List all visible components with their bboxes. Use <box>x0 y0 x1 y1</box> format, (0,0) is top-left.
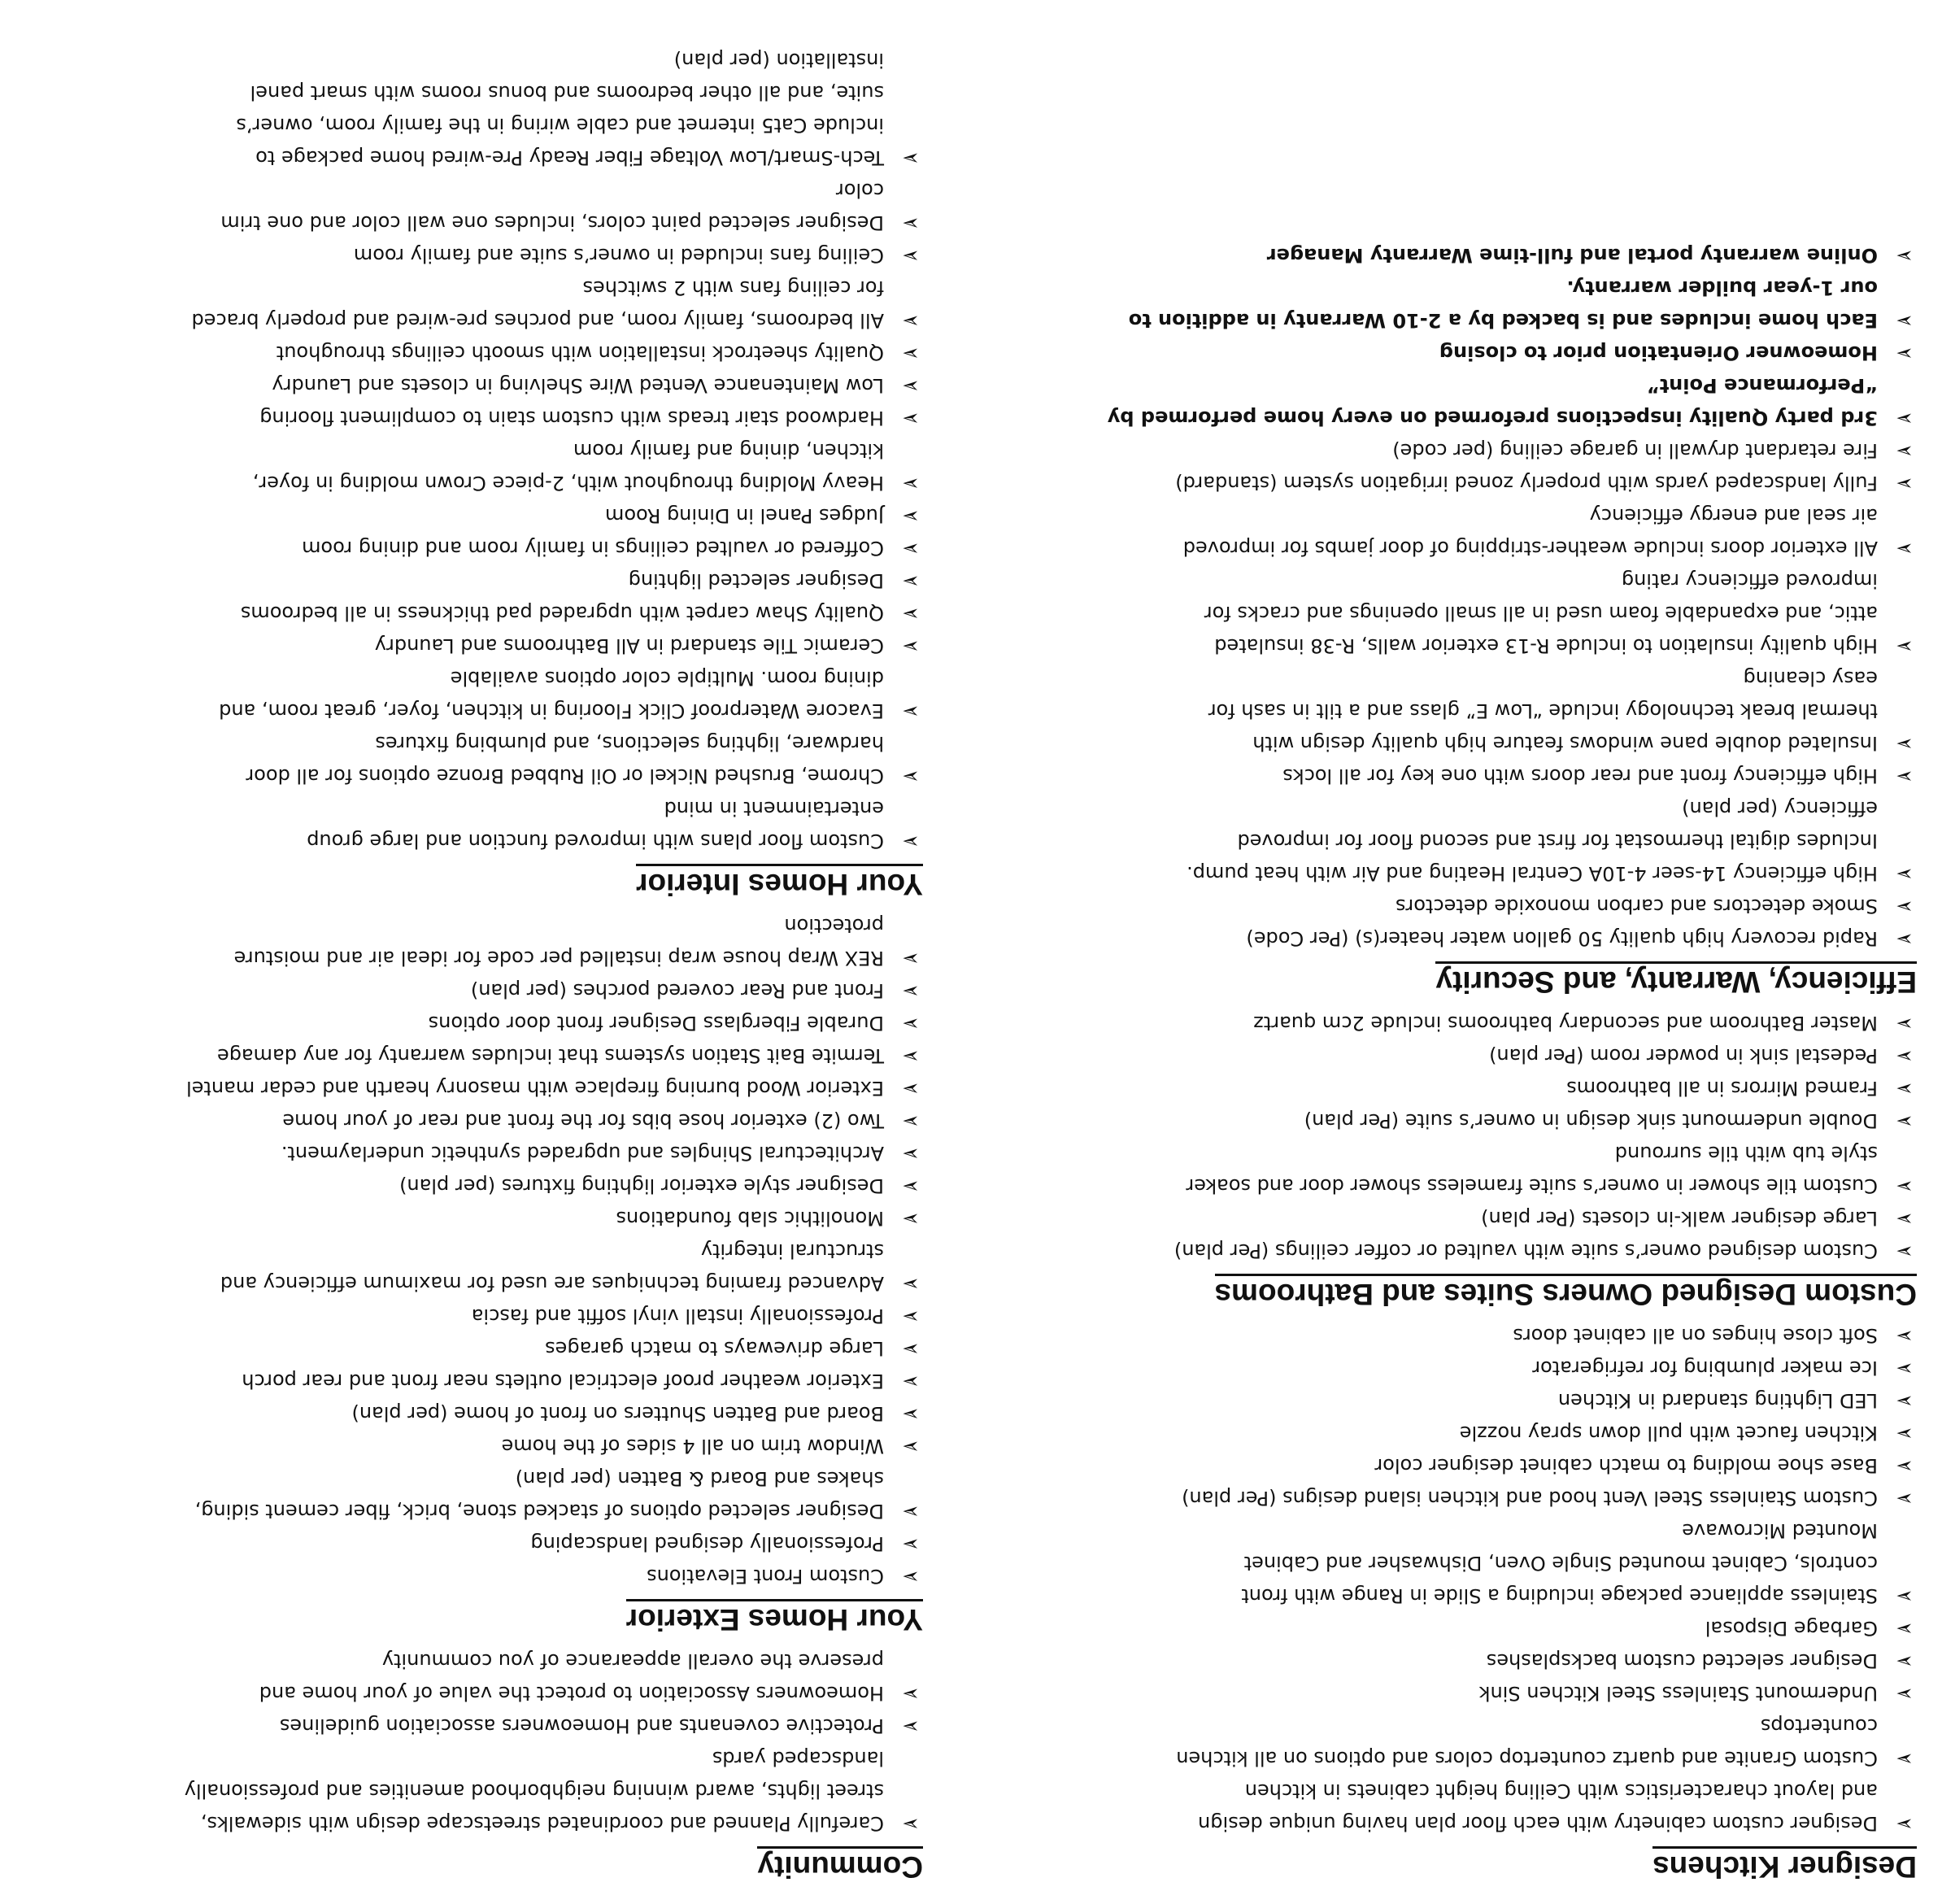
list-item-text: Rapid recovery high quality 50 gallon water heater(s) (Per Code) <box>1246 927 1878 950</box>
list-item <box>12 1170 923 1202</box>
list-item <box>12 1235 923 1300</box>
list-item-text: Each home includes and is backed by a 2-10 Warranty in addition to our 1-year builder warranty. <box>1128 277 1878 332</box>
arrow-bullet-icon: ➢ <box>902 764 920 788</box>
list-item-text: LED Lighting standard in Kitchen <box>1557 1389 1878 1412</box>
list-item <box>12 532 923 564</box>
list-item <box>12 272 923 337</box>
arrow-bullet-icon: ➢ <box>902 1174 920 1198</box>
list-item-text: Custom Stainless Steel Vent hood and kitchen island designs (Per plan) <box>1182 1487 1878 1510</box>
arrow-bullet-icon: ➢ <box>1896 438 1914 463</box>
list-item-text: Smoke detectors and carbon monoxide detectors <box>1395 895 1878 917</box>
arrow-bullet-icon: ➢ <box>1896 1681 1914 1706</box>
arrow-bullet-icon: ➢ <box>1896 731 1914 756</box>
list-item-text: Window trim on all 4 sides of the home <box>501 1435 884 1457</box>
list-item <box>12 909 923 974</box>
list-item <box>12 1039 923 1072</box>
list-item-text: Custom Granite and quartz countertop colors and options on all kitchen countertops <box>1176 1714 1878 1770</box>
arrow-bullet-icon: ➢ <box>902 1811 920 1836</box>
list-item-text: Ceramic Tile standard in All Bathrooms and Laundry <box>374 634 884 657</box>
arrow-bullet-icon: ➢ <box>902 146 920 170</box>
list-item-text: Architectural Shingles and upgraded synthetic underlayment. <box>281 1142 884 1165</box>
list-item <box>1030 434 1917 467</box>
list-item-text: All exterior doors include weather-stripping of door jambs for improved air seal and energy efficiency <box>1182 504 1878 560</box>
section-heading: Your Homes Interior <box>636 864 923 901</box>
list-item <box>1030 467 1917 499</box>
arrow-bullet-icon: ➢ <box>902 406 920 430</box>
list-item <box>1030 1235 1917 1267</box>
arrow-bullet-icon: ➢ <box>1896 894 1914 918</box>
right-column <box>12 36 923 1884</box>
list-item <box>12 369 923 402</box>
list-item <box>12 1202 923 1235</box>
arrow-bullet-icon: ➢ <box>1896 341 1914 365</box>
list-item <box>12 974 923 1007</box>
list-item <box>1030 1710 1917 1775</box>
list-item <box>1030 1417 1917 1449</box>
arrow-bullet-icon: ➢ <box>902 1304 920 1328</box>
list-item-text: Double undermount sink design in owner’s suite (Per plan) <box>1304 1109 1878 1132</box>
list-item-text: Designer selected options of stacked stone, brick, fiber cement siding, shakes and Board & Batten (per plan) <box>194 1467 884 1523</box>
arrow-bullet-icon: ➢ <box>1896 1174 1914 1198</box>
arrow-bullet-icon: ➢ <box>1896 1076 1914 1100</box>
list-item <box>1030 1482 1917 1514</box>
list-item-text: Two (2) exterior hose bibs for the front and rear of your home <box>282 1109 884 1132</box>
arrow-bullet-icon: ➢ <box>1896 1746 1914 1771</box>
list-item <box>1030 1202 1917 1235</box>
list-item <box>1030 1612 1917 1645</box>
list-item <box>1030 1104 1917 1137</box>
arrow-bullet-icon: ➢ <box>902 1564 920 1588</box>
arrow-bullet-icon: ➢ <box>1896 1421 1914 1445</box>
list-item-text: Ceiling fans included in owner’s suite and family room <box>353 244 884 267</box>
list-item <box>12 727 923 792</box>
feature-list <box>1030 434 1917 955</box>
arrow-bullet-icon: ➢ <box>1896 1584 1914 1608</box>
arrow-bullet-icon: ➢ <box>1896 634 1914 658</box>
list-item <box>1030 1514 1917 1612</box>
list-item <box>12 597 923 630</box>
list-item <box>1030 1384 1917 1417</box>
list-item <box>12 434 923 499</box>
list-item-text: Designer selected paint colors, includes one wall color and one trim color <box>220 179 884 234</box>
section-your-homes-interior <box>12 44 923 901</box>
arrow-bullet-icon: ➢ <box>902 829 920 853</box>
list-item-text: Board and Batten Shutters on front of home (per plan) <box>351 1402 884 1425</box>
list-item-text: Exterior weather proof electrical outlets near front and rear porch <box>242 1370 884 1392</box>
list-item-text: Tech-Smart/Low Voltage Fiber Ready Pre-wired home package to include Cat5 internet and cable wiring in the family room, owner’s suite, and all other bedrooms and bonus rooms with smart panel installation (per plan) <box>236 49 884 169</box>
list-item <box>12 1104 923 1137</box>
list-item-text: Carefully Planned and coordinated streetscape design with sidewalks, street lights, award winning neighborhood amenities and professionally landscaped yards <box>184 1747 884 1835</box>
list-item <box>12 1430 923 1462</box>
list-item-text: Large driveways to match garages <box>545 1337 884 1360</box>
arrow-bullet-icon: ➢ <box>1896 308 1914 333</box>
arrow-bullet-icon: ➢ <box>902 471 920 495</box>
arrow-bullet-icon: ➢ <box>902 601 920 625</box>
list-item-text: Chrome, Brushed Nickel or Oil Rubbed Bronze options for all door hardware, lighting selections, and plumbing fixtures <box>246 732 884 787</box>
list-item <box>12 1742 923 1840</box>
list-item-text: High efficiency 14-seer 4-10A Central Heating and Air with heat pump. Includes digital thermostat for first and second floor for improved efficiency (per plan) <box>1187 797 1878 885</box>
arrow-bullet-icon: ➢ <box>902 1043 920 1068</box>
feature-list <box>12 909 923 1592</box>
list-item <box>1030 272 1917 337</box>
arrow-bullet-icon: ➢ <box>902 1499 920 1523</box>
list-item <box>12 1332 923 1365</box>
feature-list <box>1030 1007 1917 1267</box>
section-designer-kitchens <box>1030 1319 1917 1884</box>
list-item-text: Ice maker plumbing for refrigerator <box>1532 1357 1878 1379</box>
section-heading: Efficiency, Warranty, and Security <box>1436 961 1918 999</box>
section-heading: Designer Kitchens <box>1652 1846 1917 1884</box>
list-item <box>12 337 923 369</box>
arrow-bullet-icon: ➢ <box>902 308 920 333</box>
bold-feature-list <box>1030 239 1917 434</box>
arrow-bullet-icon: ➢ <box>1896 1206 1914 1231</box>
list-item <box>12 239 923 272</box>
arrow-bullet-icon: ➢ <box>902 569 920 593</box>
list-item <box>1030 922 1917 955</box>
list-item-text: 3rd party Quality inspections preformed on every home performed by “Performance Point” <box>1107 374 1878 429</box>
list-item <box>12 1007 923 1039</box>
arrow-bullet-icon: ➢ <box>902 1336 920 1361</box>
list-item-text: Fully landscaped yards with properly zoned irrigation system (standard) <box>1175 472 1878 495</box>
list-item-text: Coffered or vaulted ceilings in family room and dining room <box>302 537 884 560</box>
arrow-bullet-icon: ➢ <box>1896 926 1914 951</box>
list-item-text: Designer selected lighting <box>628 569 884 592</box>
list-item <box>12 1462 923 1527</box>
list-item <box>12 792 923 857</box>
list-item-text: Framed Mirrors in all bathrooms <box>1566 1077 1878 1100</box>
list-item <box>1030 564 1917 662</box>
list-item <box>12 174 923 239</box>
section-heading: Your Homes Exterior <box>626 1599 923 1636</box>
list-item-text: Quality Shaw carpet with upgraded pad thickness in all bedrooms <box>240 602 884 625</box>
arrow-bullet-icon: ➢ <box>902 536 920 560</box>
list-item <box>12 499 923 532</box>
list-item <box>1030 1645 1917 1677</box>
list-item <box>12 1397 923 1430</box>
list-item-text: Heavy Molding throughout with, 2-piece Crown molding in foyer, kitchen, dining and family room <box>252 439 884 495</box>
list-item <box>12 1645 923 1710</box>
list-item <box>1030 760 1917 792</box>
list-item-text: Base shoe molding to match cabinet designer color <box>1374 1454 1878 1477</box>
feature-list <box>12 44 923 857</box>
arrow-bullet-icon: ➢ <box>902 211 920 235</box>
list-item <box>1030 792 1917 890</box>
section-efficiency-warranty-and-security <box>1030 239 1917 999</box>
list-item <box>1030 662 1917 760</box>
arrow-bullet-icon: ➢ <box>902 243 920 268</box>
list-item-text: Advanced framing techniques are used for maximum efficiency and structural integrity <box>220 1240 884 1295</box>
arrow-bullet-icon: ➢ <box>1896 243 1914 268</box>
list-item-text: High quality insulation to include R-13 exterior walls, R-38 insulated attic, and expandable foam used in all small openings and cracks for improved efficiency rating <box>1204 569 1878 657</box>
arrow-bullet-icon: ➢ <box>902 1714 920 1738</box>
list-item-text: Termite Bait Station systems that includes warranty for any damage <box>216 1044 884 1067</box>
arrow-bullet-icon: ➢ <box>902 1531 920 1556</box>
arrow-bullet-icon: ➢ <box>902 1206 920 1231</box>
list-item-text: Designer style exterior lighting fixtures (per plan) <box>399 1174 884 1197</box>
section-heading: Custom Designed Owners Suites and Bathrooms <box>1215 1274 1917 1311</box>
arrow-bullet-icon: ➢ <box>1896 861 1914 886</box>
list-item-text: Soft close hinges on all cabinet doors <box>1513 1324 1878 1347</box>
list-item <box>1030 1137 1917 1202</box>
list-item <box>12 44 923 174</box>
arrow-bullet-icon: ➢ <box>1896 1453 1914 1478</box>
list-item-text: Durable Fiberglass Designer front door options <box>428 1012 884 1035</box>
list-item-text: Insulated double pane windows feature high quality design with thermal break technology include “Low E” glass and a tilt in sash for easy cleaning <box>1208 667 1878 755</box>
arrow-bullet-icon: ➢ <box>902 1681 920 1706</box>
list-item-text: Stainless appliance package including a Slide in Range with front controls, Cabinet mounted Single Oven, Dishwasher and Cabinet Mounted Microwave <box>1241 1519 1878 1607</box>
list-item <box>1030 239 1917 272</box>
list-item <box>1030 1775 1917 1840</box>
list-item-text: Exterior Wood burning fireplace with masonry hearth and cedar mantel <box>186 1077 884 1100</box>
arrow-bullet-icon: ➢ <box>902 1011 920 1035</box>
arrow-bullet-icon: ➢ <box>902 978 920 1003</box>
list-item <box>12 1710 923 1742</box>
arrow-bullet-icon: ➢ <box>902 1109 920 1133</box>
section-custom-designed-owners-suites-and-bathrooms <box>1030 1007 1917 1311</box>
list-item <box>1030 1449 1917 1482</box>
list-item-text: Garbage Disposal <box>1705 1617 1878 1640</box>
arrow-bullet-icon: ➢ <box>902 1434 920 1458</box>
list-item <box>12 1300 923 1332</box>
arrow-bullet-icon: ➢ <box>1896 1649 1914 1673</box>
list-item-text: Fire retardant drywall in garage ceiling (per code) <box>1392 439 1878 462</box>
arrow-bullet-icon: ➢ <box>1896 1486 1914 1510</box>
list-item-text: Monolithic slab foundations <box>616 1207 884 1230</box>
list-item-text: REX Wrap house wrap installed per code for ideal air and moisture protection <box>233 914 884 969</box>
list-item-text: Online warranty portal and full-time Warranty Manager <box>1266 244 1878 267</box>
list-item-text: Pedestal sink in powder room (Per plan) <box>1489 1044 1878 1067</box>
arrow-bullet-icon: ➢ <box>902 1401 920 1426</box>
list-item-text: Custom designed owner’s suite with vaulted or coffer ceilings (Per plan) <box>1173 1240 1878 1262</box>
arrow-bullet-icon: ➢ <box>902 634 920 658</box>
arrow-bullet-icon: ➢ <box>902 503 920 528</box>
list-item-text: Protective covenants and Homeowners association guidelines <box>279 1714 884 1737</box>
list-item-text: Designer selected custom backsplashes <box>1486 1649 1878 1672</box>
arrow-bullet-icon: ➢ <box>902 1141 920 1165</box>
list-item <box>1030 1039 1917 1072</box>
list-item-text: Quality sheetrock installation with smooth ceilings throughout <box>276 342 884 364</box>
list-item-text: All bedrooms, family room, and porches pre-wired and properly braced for ceiling fans with 2 switches <box>191 277 884 332</box>
list-item-text: Custom floor plans with improved function and large group entertainment in mind <box>307 797 884 852</box>
list-item-text: Designer custom cabinetry with each floor plan having unique design and layout characteristics with Ceiling height cabinets in kitchen <box>1198 1780 1878 1835</box>
arrow-bullet-icon: ➢ <box>1896 536 1914 560</box>
list-item-text: Homeowner Orientation prior to closing <box>1439 342 1878 364</box>
list-item-text: Kitchen faucet with pull down spray nozzle <box>1459 1422 1878 1444</box>
list-item-text: Judges Panel in Dining Room <box>605 504 884 527</box>
list-item <box>1030 1007 1917 1039</box>
feature-list <box>1030 1319 1917 1840</box>
list-item-text: Evacore Waterproof Click Flooring in kitchen, foyer, great room, and dining room. Multiple color options available <box>219 667 884 722</box>
list-item-text: Professionally install vinyl soffit and fascia <box>471 1305 884 1327</box>
arrow-bullet-icon: ➢ <box>1896 471 1914 495</box>
arrow-bullet-icon: ➢ <box>902 341 920 365</box>
arrow-bullet-icon: ➢ <box>902 373 920 398</box>
list-item <box>12 630 923 662</box>
list-item <box>1030 1319 1917 1352</box>
arrow-bullet-icon: ➢ <box>1896 1239 1914 1263</box>
list-item <box>12 662 923 727</box>
arrow-bullet-icon: ➢ <box>1896 1323 1914 1348</box>
feature-list <box>12 1645 923 1840</box>
list-item <box>12 1527 923 1560</box>
arrow-bullet-icon: ➢ <box>1896 1043 1914 1068</box>
list-item-text: Large designer walk-in closets (Per plan) <box>1481 1207 1878 1230</box>
arrow-bullet-icon: ➢ <box>1896 1011 1914 1035</box>
list-item <box>1030 499 1917 564</box>
list-item <box>1030 1072 1917 1104</box>
list-item-text: Professionally designed landscaping <box>530 1532 884 1555</box>
list-item <box>1030 1352 1917 1384</box>
arrow-bullet-icon: ➢ <box>1896 1388 1914 1413</box>
list-item-text: Custom Front Elevations <box>647 1565 884 1588</box>
section-community <box>12 1645 923 1884</box>
arrow-bullet-icon: ➢ <box>1896 764 1914 788</box>
arrow-bullet-icon: ➢ <box>902 1271 920 1296</box>
list-item <box>12 1560 923 1592</box>
arrow-bullet-icon: ➢ <box>1896 406 1914 430</box>
arrow-bullet-icon: ➢ <box>1896 1811 1914 1836</box>
list-item <box>12 402 923 434</box>
section-your-homes-exterior <box>12 909 923 1636</box>
list-item-text: Undermount Stainless Steel Kitchen Sink <box>1478 1682 1878 1705</box>
list-item <box>12 1365 923 1397</box>
list-item-text: Custom tile shower in owner’s suite frameless shower door and soaker style tub with tile surround <box>1186 1142 1878 1197</box>
list-item-text: Master Bathroom and secondary bathrooms include 2cm quartz <box>1253 1012 1878 1035</box>
list-item-text: Front and Rear covered porches (per plan) <box>470 979 884 1002</box>
list-item <box>12 1137 923 1170</box>
arrow-bullet-icon: ➢ <box>902 946 920 970</box>
list-item-text: Low Maintenance Vented Wire Shelving in closets and Laundry <box>272 374 884 397</box>
list-item-text: Homeowners Association to protect the value of your home and preserve the overall appearance of you community <box>259 1649 884 1705</box>
left-column <box>1030 231 1917 1884</box>
list-item <box>1030 369 1917 434</box>
arrow-bullet-icon: ➢ <box>1896 1109 1914 1133</box>
arrow-bullet-icon: ➢ <box>902 1369 920 1393</box>
list-item <box>1030 890 1917 922</box>
section-heading: Community <box>758 1846 924 1884</box>
list-item-text: Hardwood stair treads with custom stain to compliment flooring <box>259 407 884 429</box>
list-item <box>1030 1677 1917 1710</box>
arrow-bullet-icon: ➢ <box>1896 1616 1914 1640</box>
arrow-bullet-icon: ➢ <box>902 1076 920 1100</box>
arrow-bullet-icon: ➢ <box>1896 1356 1914 1380</box>
list-item <box>12 564 923 597</box>
list-item <box>12 1072 923 1104</box>
arrow-bullet-icon: ➢ <box>902 699 920 723</box>
list-item-text: High efficiency front and rear doors with one key for all locks <box>1282 765 1878 787</box>
list-item <box>1030 337 1917 369</box>
